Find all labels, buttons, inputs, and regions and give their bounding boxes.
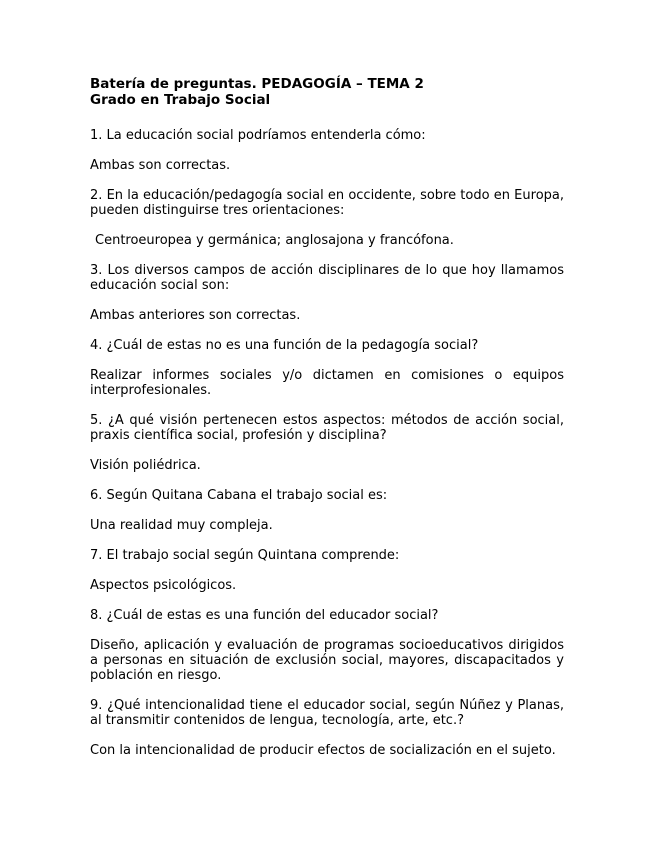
answer-7: Aspectos psicológicos. (90, 578, 237, 593)
question-1: 1. La educación social podríamos entenderla cómo: (90, 128, 426, 143)
question-3: 3. Los diversos campos de acción disciplinares de lo que hoy llamamos educación social son: (90, 263, 564, 293)
title-line-2: Grado en Trabajo Social (90, 92, 271, 108)
question-8: 8. ¿Cuál de estas es una función del educador social? (90, 608, 439, 623)
document-page (90, 76, 564, 773)
question-9: 9. ¿Qué intencionalidad tiene el educador social, según Núñez y Planas, al transmitir contenidos de lengua, tecnología, arte, etc.? (90, 698, 564, 728)
answer-9: Con la intencionalidad de producir efectos de socialización en el sujeto. (90, 743, 556, 758)
answer-1: Ambas son correctas. (90, 158, 231, 173)
question-6: 6. Según Quitana Cabana el trabajo social es: (90, 488, 388, 503)
answer-8: Diseño, aplicación y evaluación de programas socioeducativos dirigidos a personas en situación de exclusión social, mayores, discapacitados y población en riesgo. (90, 638, 564, 683)
answer-3: Ambas anteriores son correctas. (90, 308, 301, 323)
answer-2: Centroeuropea y germánica; anglosajona y francófona. (95, 233, 454, 248)
question-4: 4. ¿Cuál de estas no es una función de la pedagogía social? (90, 338, 479, 353)
answer-4: Realizar informes sociales y/o dictamen en comisiones o equipos interprofesionales. (90, 368, 564, 398)
title-line-1: Batería de preguntas. PEDAGOGÍA – TEMA 2 (90, 76, 424, 92)
answer-6: Una realidad muy compleja. (90, 518, 273, 533)
question-2: 2. En la educación/pedagogía social en occidente, sobre todo en Europa, pueden distinguirse tres orientaciones: (90, 188, 564, 218)
answer-5: Visión poliédrica. (90, 458, 201, 473)
question-5: 5. ¿A qué visión pertenecen estos aspectos: métodos de acción social, praxis científica social, profesión y disciplina? (90, 413, 564, 443)
question-7: 7. El trabajo social según Quintana comprende: (90, 548, 400, 563)
document-title (90, 76, 564, 108)
